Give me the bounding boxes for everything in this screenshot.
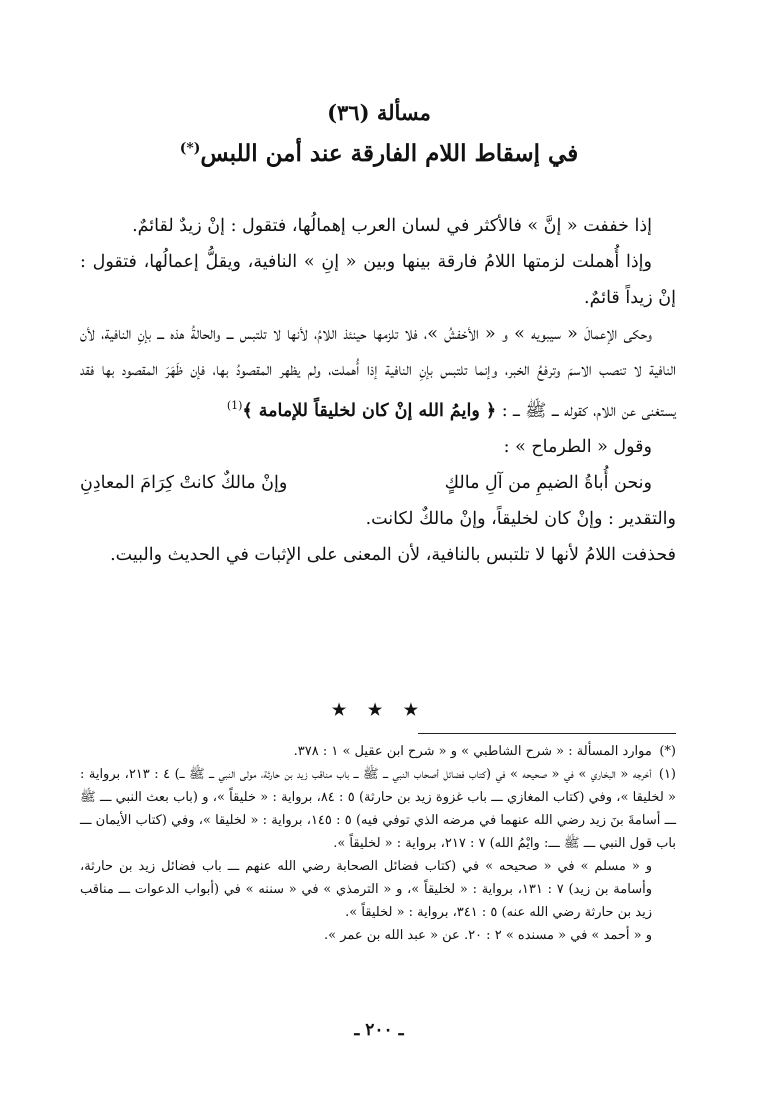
footnote-star-marker: (*) [659,744,676,759]
title-footnote-marker: (*) [179,140,201,157]
verse-second-hemistich: وإنْ مالكٌ كانتْ كِرَامَ المعادِنِ [80,472,288,493]
section-separator: ★ ★ ★ [331,700,427,719]
footnote-ref-1: (1) [226,399,243,412]
issue-title-heading [0,140,758,167]
issue-number-text: مسألة (٣٦) [327,100,431,125]
footnote-1 [80,763,676,855]
hadith-quote: ﴿ وايمُ الله إنْ كان لخليقاً للإمامة ﴾ [242,400,497,421]
footnotes [80,740,676,947]
footnote-star [80,740,676,763]
footnote-1-continued: و « مسلم » في « صحيحه » في (كتاب فضائل الصحابة رضي الله عنهم ـــ باب فضائل زيد بن حارثة، وأسامة بن زيد) ٧ : ١٣١، برواية : « لخليقاً »، و « الترمذي » في « سننه » في (أبواب الدعوات ـــ مناقب زيد بن حارثة رضي الله عنه) ٥ : ٣٤١، برواية : « لخليقاً ». [80,859,652,920]
page-number: ـ ٢٠٠ ـ [354,1020,404,1040]
footnote-1-text: أخرجه « البخاري » في « صحيحه » في (كتاب فضائل أصحاب النبي ـــ ﷺ ـــ باب مناقب زيد بن حارثة، مولى النبي ـــ ﷺ ـــ) ٤ : ٢١٣، برواية : « لخليقا »، وفي (كتاب المغازي ـــ باب غزوة زيد بن حارثة) ٥ : ٨٤، برواية : « خليقاً »، و (باب بعث النبي ـــ ﷺ ـــ أسامةَ بنَ زيد رضي الله عنهما في مرضه الذي توفي فيه) ٥ : ١٤٥، برواية : « لخليقا »، وفي (كتاب الأيمان ـــ باب قول النبي ـــ ﷺ ـــ: وايْمُ الله) ٧ : ٢١٧، برواية : « لخليقاً ». [80,767,676,851]
poetry-verse [80,465,676,501]
issue-number-heading [0,100,758,125]
footnote-divider [418,733,676,734]
paragraph-3 [80,316,676,429]
paragraph-6: فحذفت اللامُ لأنها لا تلتبس بالنافية، لأن المعنى على الإثبات في الحديث والبيت. [110,544,676,565]
paragraph-3-text: وحكى الإعمالَ « سيبويه » و « الأخفشُ »، فلا تلزمها حينئذ اللامُ، لأنها لا تلتبس ـــ والحالةُ هذه ـــ بإنِ النافية، لأن النافية لا تنصب الاسمَ وترفعُ الخبر، وإنما تلتبس بإنِ النافية إذا أُهملت، ولم يظهر المقصودُ بها، فإن ظَهَرَ المقصود بها فقد يستغنى عن اللام، كقوله ـــ ﷺ ـــ : [80,324,676,421]
verse-first-hemistich: ونحن أُباةُ الضيمِ من آلِ مالكٍ [444,472,652,493]
footnote-star-text: موارد المسألة : « شرح الشاطبي » و « شرح ابن عقيل » ١ : ٣٧٨. [293,744,652,759]
paragraph-4: وقول « الطرماح » : [503,436,652,457]
paragraph-5: والتقدير : وإنْ كان لخليقاً، وإنْ مالكٌ لكانت. [365,508,676,529]
footnote-1-final: و « أحمد » في « مسنده » ٢ : ٢٠. عن « عبد الله بن عمر ». [324,928,652,943]
footnote-1-marker: (١) [658,767,676,782]
paragraph-2: وإذا أُهملت لزمتها اللامُ فارقة بينها وبين « إنِ » النافية، ويقلُّ إعمالُها، فتقول : إنْ زيداً قائمٌ. [80,252,676,308]
issue-title-text: في إسقاط اللام الفارقة عند أمن اللبس [200,140,579,167]
paragraph-1: إذا خففت « إنَّ » فالأكثر في لسان العرب إهمالُها، فتقول : إنْ زيدٌ لقائمٌ. [132,216,652,236]
main-text [80,208,676,573]
